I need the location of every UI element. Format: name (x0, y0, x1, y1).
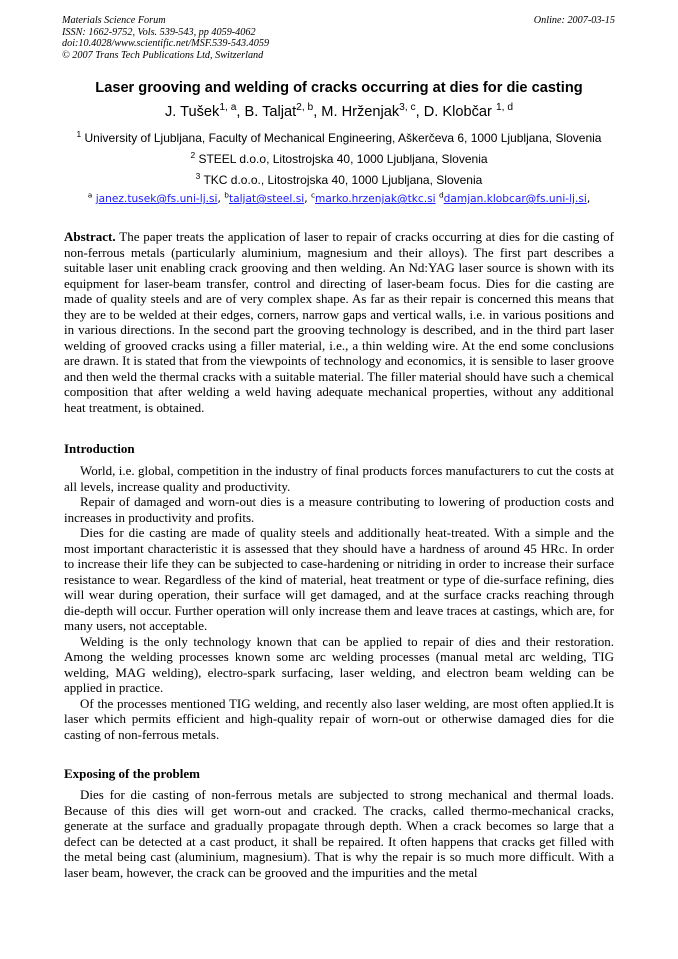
affiliation-sup: 3 (195, 171, 201, 181)
problem-body (64, 787, 614, 880)
email-sup: d (438, 190, 444, 200)
doi-line: doi:10.4028/www.scientific.net/MSF.539-543.4059 (62, 38, 270, 50)
journal-name: Materials Science Forum (62, 15, 166, 26)
email-link[interactable]: marko.hrzenjak@tkc.si (315, 193, 436, 205)
affiliation-sup: 1 (76, 129, 82, 139)
paragraph: Dies for die casting of non-ferrous metals are subjected to strong mechanical and thermal loads. Because of this dies will get worn-out and cracked. The cracks, called thermo-mechanical cracks, generate at the surface and gradually propagate through depth. When a crack becomes so large that a defect can be detected at a cast product, it shall be repaired. It often happens that cracks get filled with the metal being cast (aluminium, magnesium). That is why the repair is so much more difficult. With a laser beam, however, the crack can be grooved and the impurities and the metal (64, 787, 614, 880)
introduction-body (64, 463, 614, 742)
affiliation (40, 173, 638, 187)
affiliation-text: STEEL d.o.o, Litostrojska 40, 1000 Ljubljana, Slovenia (198, 152, 488, 166)
abstract-label: Abstract. (64, 229, 116, 244)
email-sup: b (224, 190, 229, 200)
email-link[interactable]: taljat@steel.si (228, 193, 305, 205)
paper-title: Laser grooving and welding of cracks occurring at dies for die casting (95, 80, 583, 96)
copyright-line: © 2007 Trans Tech Publications Ltd, Switzerland (62, 49, 264, 61)
abstract-text: The paper treats the application of laser to repair of cracks occurring at dies for die casting of non-ferrous metals (particularly aluminium, magnesium and their alloys). The first part describes a suitable laser unit enabling crack grooving and then welding. An Nd:YAG laser source is shown with its equipment for laser-beam transfer, control and directing of laser-beam focus. Dies for die casting are made of quality steels and are of very complex shape. As far as their repair is concerned this means that they are to be welded at their edges, corners, narrow gaps and vertical walls, i.e. in various positions and in various directions. In the second part the grooving technology is described, and in the third part laser welding of grooved cracks using a filler material, i.e., a thin welding wire. At the end some conclusions are drawn. It is stated that from the viewpoints of technology and economics, it is sensible to laser groove and then weld the thermal cracks with a suitable material. The filler material should have such a chemical composition that after welding a weld having adequate mechanical properties, without any additional heat treatment, is obtained. (64, 229, 615, 415)
author-list: J. Tušek$^{1, a}$, B. Taljat$^{2, b}$, M. Hrženjak$^{3, c}$, D. Klobčar $^{1, d}$ (164, 102, 513, 120)
email-list: $^a$ janez.tusek@fs.uni-lj.si, $^b$taljat@steel.si, $^c$marko.hrzenjak@tkc.si $^d$damjan.klobcar@fs.uni-lj.si, (87, 190, 591, 205)
affiliation-text: University of Ljubljana, Faculty of Mechanical Engineering, Aškerčeva 6, 1000 Ljubljana, Slovenia (84, 131, 602, 145)
paragraph: Of the processes mentioned TIG welding, and recently also laser welding, are most often applied.It is laser which permits efficient and high-quality repair of worn-out or otherwise damaged dies for die casting of non-ferrous metals. (64, 695, 614, 742)
author-name: D. Klobčar (423, 104, 492, 120)
online-date: Online: 2007-03-15 (533, 15, 615, 26)
abstract (64, 229, 614, 415)
affiliation (40, 152, 638, 166)
author-name: M. Hrženjak (321, 104, 400, 120)
email-sup: c (310, 190, 316, 200)
section-heading-introduction: Introduction (64, 441, 135, 456)
author-name: B. Taljat (244, 104, 297, 120)
section-heading-problem: Exposing of the problem (64, 766, 200, 781)
affiliation-text: TKC d.o.o., Litostrojska 40, 1000 Ljubljana, Slovenia (203, 173, 483, 187)
paragraph: Dies for die casting are made of quality steels and additionally heat-treated. With a simple and the most important characteristic it is assessed that they should have a hardness of around 45 HRc. In order to increase their life they can be subjected to case-hardening or nitriding in order to increase their surface resistance to wear. Regardless of the kind of material, heat treatment or type of die-surface refining, dies will wear during operation, their surface will get damaged, and at the surface cracks reaching through die-depth will occur. Further operation will only increase them and leave traces at castings, which are, for many users, not acceptable. (64, 525, 614, 633)
author-affil-sup: 1, a (219, 102, 237, 114)
affiliation-sup: 2 (190, 150, 196, 160)
author-affil-sup: 1, d (495, 102, 513, 114)
paragraph: Repair of damaged and worn-out dies is a measure contributing to lowering of production costs and increases in productivity and profits. (64, 494, 614, 525)
issn-line: ISSN: 1662-9752, Vols. 539-543, pp 4059-4062 (62, 26, 256, 38)
affiliation (40, 131, 638, 145)
email-sup: a (87, 190, 93, 200)
email-link[interactable]: damjan.klobcar@fs.uni-lj.si (443, 193, 587, 205)
author-affil-sup: 3, c (399, 102, 416, 114)
paragraph: Welding is the only technology known that can be applied to repair of dies and their restoration. Among the welding processes known some arc welding processes (manual metal arc welding, TIG welding, MAG welding), electro-spark surfacing, laser welding, and electron beam welding can be applied in practice. (64, 633, 614, 695)
email-link[interactable]: janez.tusek@fs.uni-lj.si (95, 193, 218, 205)
journal-header (62, 15, 615, 61)
author-name: J. Tušek (164, 104, 220, 120)
paragraph: World, i.e. global, competition in the industry of final products forces manufacturers to cut the costs at all levels, increase quality and productivity. (64, 463, 614, 494)
author-affil-sup: 2, b (296, 102, 314, 114)
